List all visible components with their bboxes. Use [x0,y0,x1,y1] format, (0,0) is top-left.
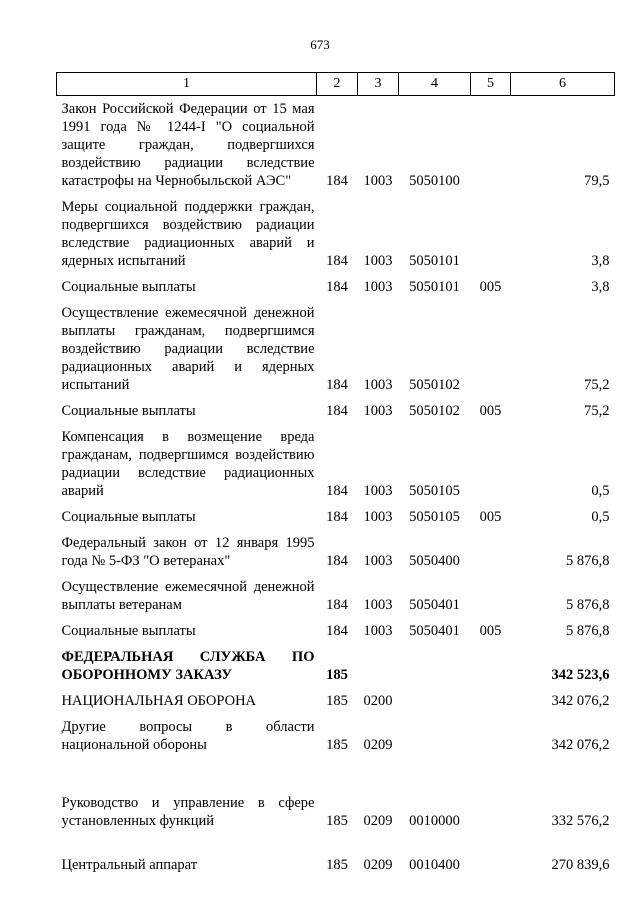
row-name: Меры социальной поддержки граждан, подвергшихся воздействию радиации вследствие радиационных аварий и ядерных испытаний [61,199,315,269]
row-amount: 342 523,6 [551,667,610,683]
row-vr [471,754,511,830]
row-amount: 3,8 [591,253,610,269]
row-vr [471,296,511,394]
row-amount: 75,2 [584,377,610,393]
row-ved: 184 [326,403,348,419]
row-csr [399,684,471,710]
row-name: Социальные выплаты [61,623,196,639]
row-amount: 0,5 [591,509,610,525]
row-ved: 184 [326,483,348,499]
row-rzpr: 0209 [363,813,393,829]
row-csr: 5050401 [409,623,460,639]
row-csr: 5050105 [409,483,460,499]
row-amount: 332 576,2 [551,813,610,829]
row-ved: 185 [326,737,348,753]
row-name: НАЦИОНАЛЬНАЯ ОБОРОНА [61,693,257,709]
row-vr [471,710,511,754]
row-vr [471,640,511,684]
row-name: Центральный аппарат [61,857,198,873]
row-csr: 0010400 [409,857,460,873]
row-rzpr [358,640,399,684]
row-vr [471,526,511,570]
row-name: Социальные выплаты [61,403,196,419]
table-row [57,296,615,394]
row-name: Осуществление ежемесячной денежной выплаты гражданам, подвергшимся воздействию радиации вследствие радиационных аварий и ядерных испытаний [61,305,315,393]
header-col-1: 1 [57,73,317,96]
row-rzpr: 0209 [363,857,393,873]
budget-table [56,72,615,874]
row-ved: 184 [326,509,348,525]
row-rzpr: 1003 [363,597,393,613]
row-csr: 5050102 [409,377,460,393]
row-csr: 5050400 [409,553,460,569]
row-vr [471,684,511,710]
row-rzpr: 1003 [363,377,393,393]
row-ved: 185 [326,693,348,709]
row-ved: 184 [326,597,348,613]
row-vr: 005 [479,623,502,639]
row-csr: 5050101 [409,279,460,295]
row-ved: 184 [326,279,348,295]
row-vr [471,96,511,191]
row-name: Другие вопросы в области национальной обороны [61,719,315,753]
row-name: Компенсация в возмещение вреда гражданам, подвергшимся воздействию радиации вследствие радиационных аварий [61,429,315,499]
row-vr [471,830,511,874]
table-row [57,270,615,296]
row-rzpr: 0200 [363,693,393,709]
table-row [57,754,615,830]
row-name: Осуществление ежемесячной денежной выплаты ветеранам [61,579,315,613]
row-csr [399,640,471,684]
row-amount: 0,5 [591,483,610,499]
row-ved: 184 [326,377,348,393]
row-amount: 270 839,6 [551,857,610,873]
row-rzpr: 1003 [363,279,393,295]
row-rzpr: 1003 [363,553,393,569]
row-vr [471,190,511,270]
row-ved: 184 [326,553,348,569]
row-vr: 005 [479,509,502,525]
row-vr: 005 [479,403,502,419]
row-csr: 5050101 [409,253,460,269]
row-csr: 0010000 [409,813,460,829]
table-row [57,570,615,614]
row-amount: 5 876,8 [566,597,610,613]
row-amount: 342 076,2 [551,693,610,709]
row-rzpr: 1003 [363,483,393,499]
row-ved: 184 [326,253,348,269]
table-row [57,830,615,874]
row-amount: 79,5 [584,173,610,189]
table-row [57,394,615,420]
row-vr [471,420,511,500]
row-vr: 005 [479,279,502,295]
row-rzpr: 0209 [363,737,393,753]
table-row [57,526,615,570]
row-name: Социальные выплаты [61,509,196,525]
row-amount: 75,2 [584,403,610,419]
row-name: Федеральный закон от 12 января 1995 года № 5-ФЗ "О ветеранах" [61,535,315,569]
table-row [57,500,615,526]
row-ved: 185 [326,857,348,873]
row-rzpr: 1003 [363,253,393,269]
row-csr: 5050100 [409,173,460,189]
row-amount: 3,8 [591,279,610,295]
header-col-5: 5 [471,73,511,96]
table-row [57,420,615,500]
row-rzpr: 1003 [363,623,393,639]
row-rzpr: 1003 [363,509,393,525]
table-row [57,190,615,270]
row-csr: 5050105 [409,509,460,525]
page-number: 673 [310,37,330,52]
header-col-3: 3 [358,73,399,96]
row-csr: 5050102 [409,403,460,419]
row-ved: 185 [326,813,348,829]
row-name: Закон Российской Федерации от 15 мая 1991 года № 1244-I "О социальной защите граждан, подвергшихся воздействию радиации вследствие катастрофы на Чернобыльской АЭС" [61,101,315,189]
row-csr [399,710,471,754]
row-name: Руководство и управление в сфере установленных функций [61,795,315,829]
table-row [57,614,615,640]
row-ved: 184 [326,173,348,189]
row-rzpr: 1003 [363,173,393,189]
table-row [57,684,615,710]
row-amount: 342 076,2 [551,737,610,753]
row-ved: 184 [326,623,348,639]
row-rzpr: 1003 [363,403,393,419]
table-row [57,640,615,684]
row-amount: 5 876,8 [566,553,610,569]
row-name: ФЕДЕРАЛЬНАЯ СЛУЖБА ПО ОБОРОННОМУ ЗАКАЗУ [61,649,315,683]
row-csr: 5050401 [409,597,460,613]
row-vr [471,570,511,614]
row-ved: 185 [326,667,348,683]
header-col-2: 2 [317,73,358,96]
header-col-6: 6 [511,73,615,96]
row-amount: 5 876,8 [566,623,610,639]
table-header-row [57,73,615,96]
table-row [57,710,615,754]
row-name: Социальные выплаты [61,279,196,295]
table-row [57,96,615,191]
header-col-4: 4 [399,73,471,96]
